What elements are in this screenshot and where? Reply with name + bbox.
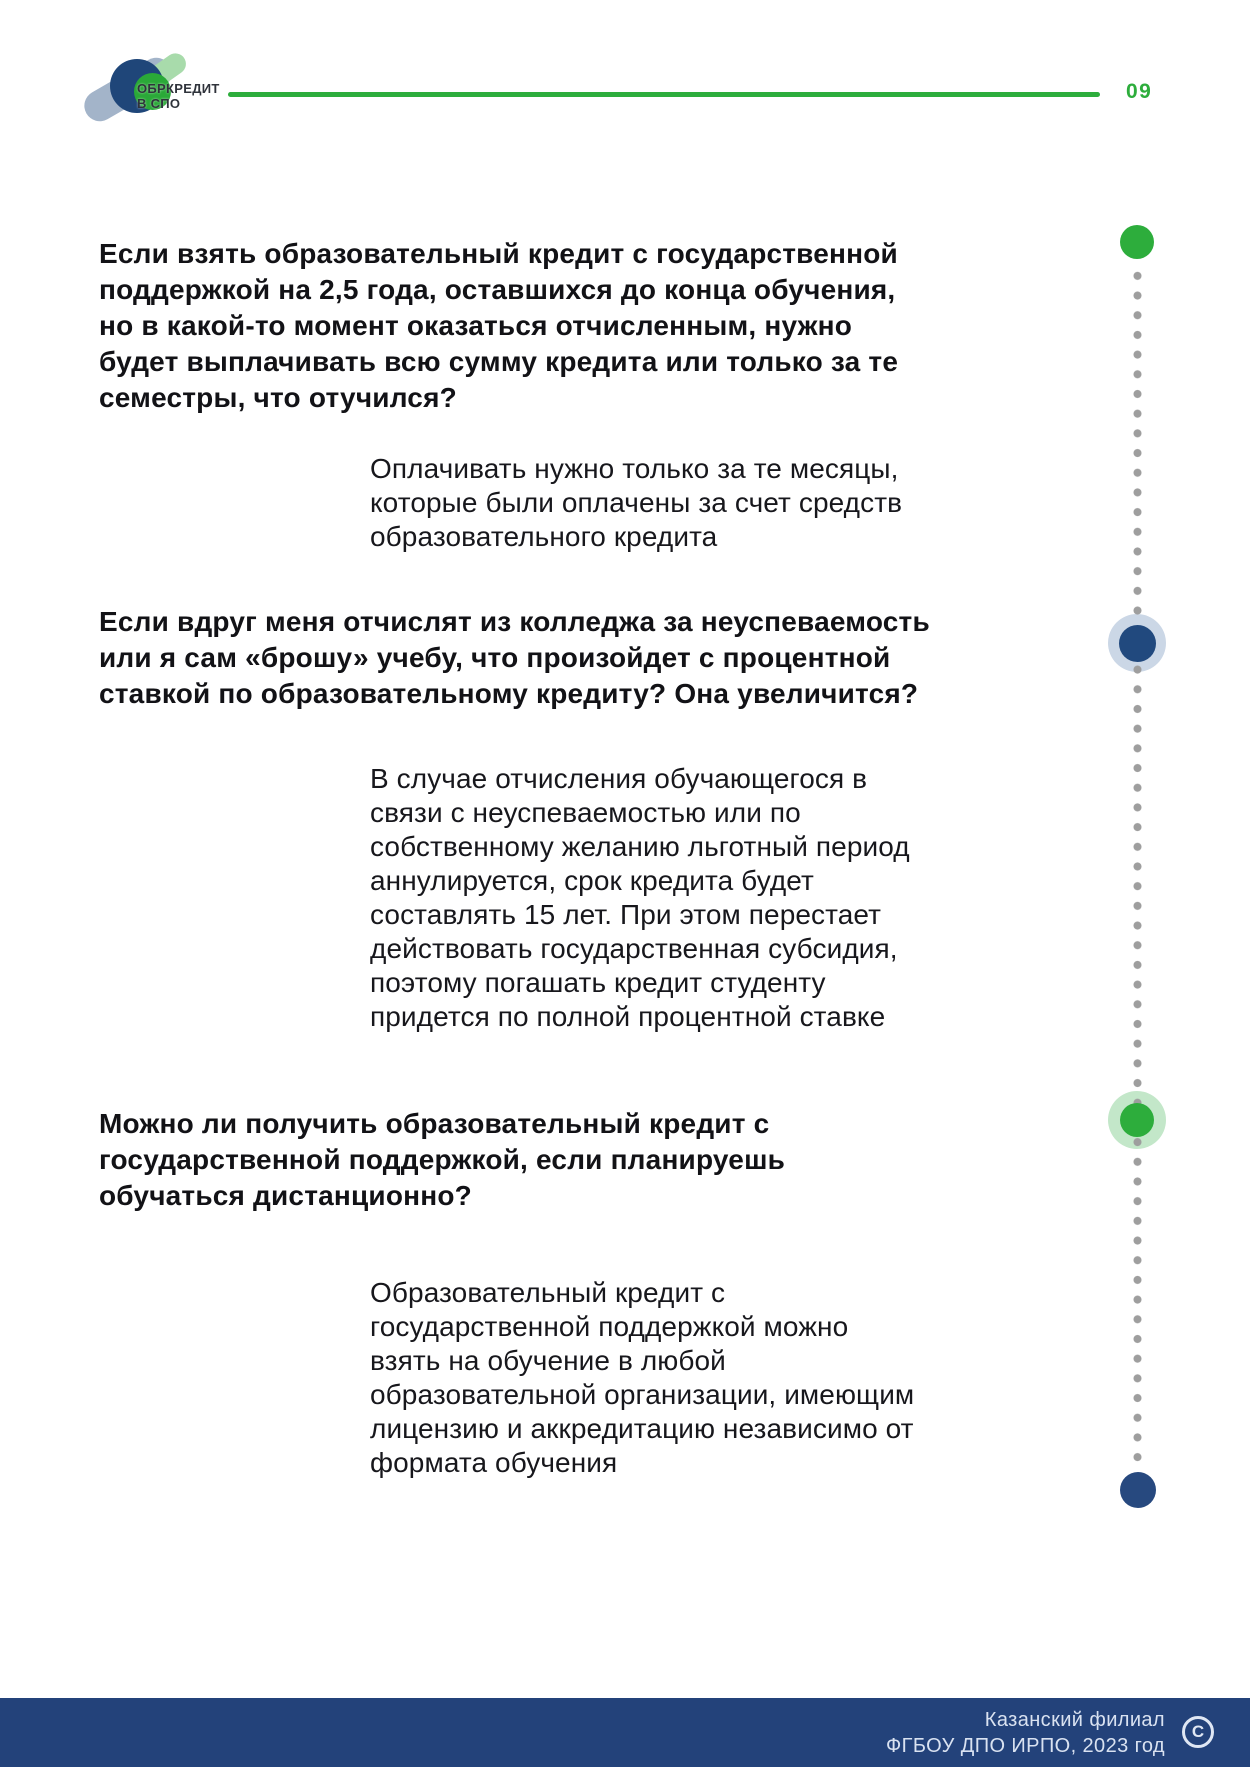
logo-wordmark <box>137 81 220 111</box>
question-2-line: Если вдруг меня отчислят из колледжа за неуспеваемость <box>99 606 930 637</box>
copyright-icon: C <box>1182 1716 1214 1748</box>
footer-line1: Казанский филиал <box>984 1709 1165 1731</box>
answer-1-line: образовательного кредита <box>370 521 718 552</box>
question-3-line: обучаться дистанционно? <box>99 1180 472 1211</box>
answer-3 <box>370 1276 914 1480</box>
logo-wordmark-line1: ОБРКРЕДИТ <box>137 81 220 96</box>
answer-2-line: собственному желанию льготный период <box>370 831 910 862</box>
answer-3-line: государственной поддержкой можно <box>370 1311 849 1342</box>
footer-text <box>886 1707 1165 1759</box>
answer-2-line: связи с неуспеваемостью или по <box>370 797 801 828</box>
timeline-marker-green <box>1120 1103 1154 1137</box>
question-1-line: будет выплачивать всю сумму кредита или только за те <box>99 346 899 377</box>
answer-2-line: действовать государственная субсидия, <box>370 933 898 964</box>
logo-wordmark-line2: В СПО <box>137 96 181 111</box>
answer-2 <box>370 762 910 1034</box>
question-3-line: государственной поддержкой, если планируешь <box>99 1144 786 1175</box>
question-1-line: семестры, что отучился? <box>99 382 457 413</box>
answer-3-line: Образовательный кредит с <box>370 1277 726 1308</box>
answer-1-line: Оплачивать нужно только за те месяцы, <box>370 453 899 484</box>
timeline-marker-green-start <box>1120 225 1154 259</box>
answer-3-line: образовательной организации, имеющим <box>370 1379 915 1410</box>
answer-2-line: придется по полной процентной ставке <box>370 1001 886 1032</box>
question-2-line: или я сам «брошу» учебу, что произойдет с процентной <box>99 642 891 673</box>
timeline-dotted-line <box>1133 266 1142 1470</box>
answer-2-line: аннулируется, срок кредита будет <box>370 865 814 896</box>
answer-3-line: формата обучения <box>370 1447 618 1478</box>
question-1-line: Если взять образовательный кредит с государственной <box>99 238 898 269</box>
answer-1-line: которые были оплачены за счет средств <box>370 487 903 518</box>
answer-2-line: составлять 15 лет. При этом перестает <box>370 899 882 930</box>
question-2 <box>99 604 930 712</box>
answer-2-line: поэтому погашать кредит студенту <box>370 967 826 998</box>
answer-3-line: лицензию и аккредитацию независимо от <box>370 1413 914 1444</box>
question-3-line: Можно ли получить образовательный кредит с <box>99 1108 770 1139</box>
question-2-line: ставкой по образовательному кредиту? Она увеличится? <box>99 678 919 709</box>
answer-3-line: взять на обучение в любой <box>370 1345 726 1376</box>
timeline-marker-blue <box>1119 625 1156 662</box>
footer <box>0 1698 1250 1767</box>
question-1-line: поддержкой на 2,5 года, оставшихся до конца обучения, <box>99 274 896 305</box>
answer-2-line: В случае отчисления обучающегося в <box>370 763 868 794</box>
question-1-line: но в какой-то момент оказаться отчисленным, нужно <box>99 310 853 341</box>
page-number: 09 <box>1126 80 1153 103</box>
question-1 <box>99 236 898 416</box>
question-3 <box>99 1106 785 1214</box>
header-rule <box>228 92 1100 97</box>
timeline-marker-navy-end <box>1120 1472 1156 1508</box>
answer-1 <box>370 452 902 554</box>
footer-line2: ФГБОУ ДПО ИРПО, 2023 год <box>886 1735 1165 1757</box>
